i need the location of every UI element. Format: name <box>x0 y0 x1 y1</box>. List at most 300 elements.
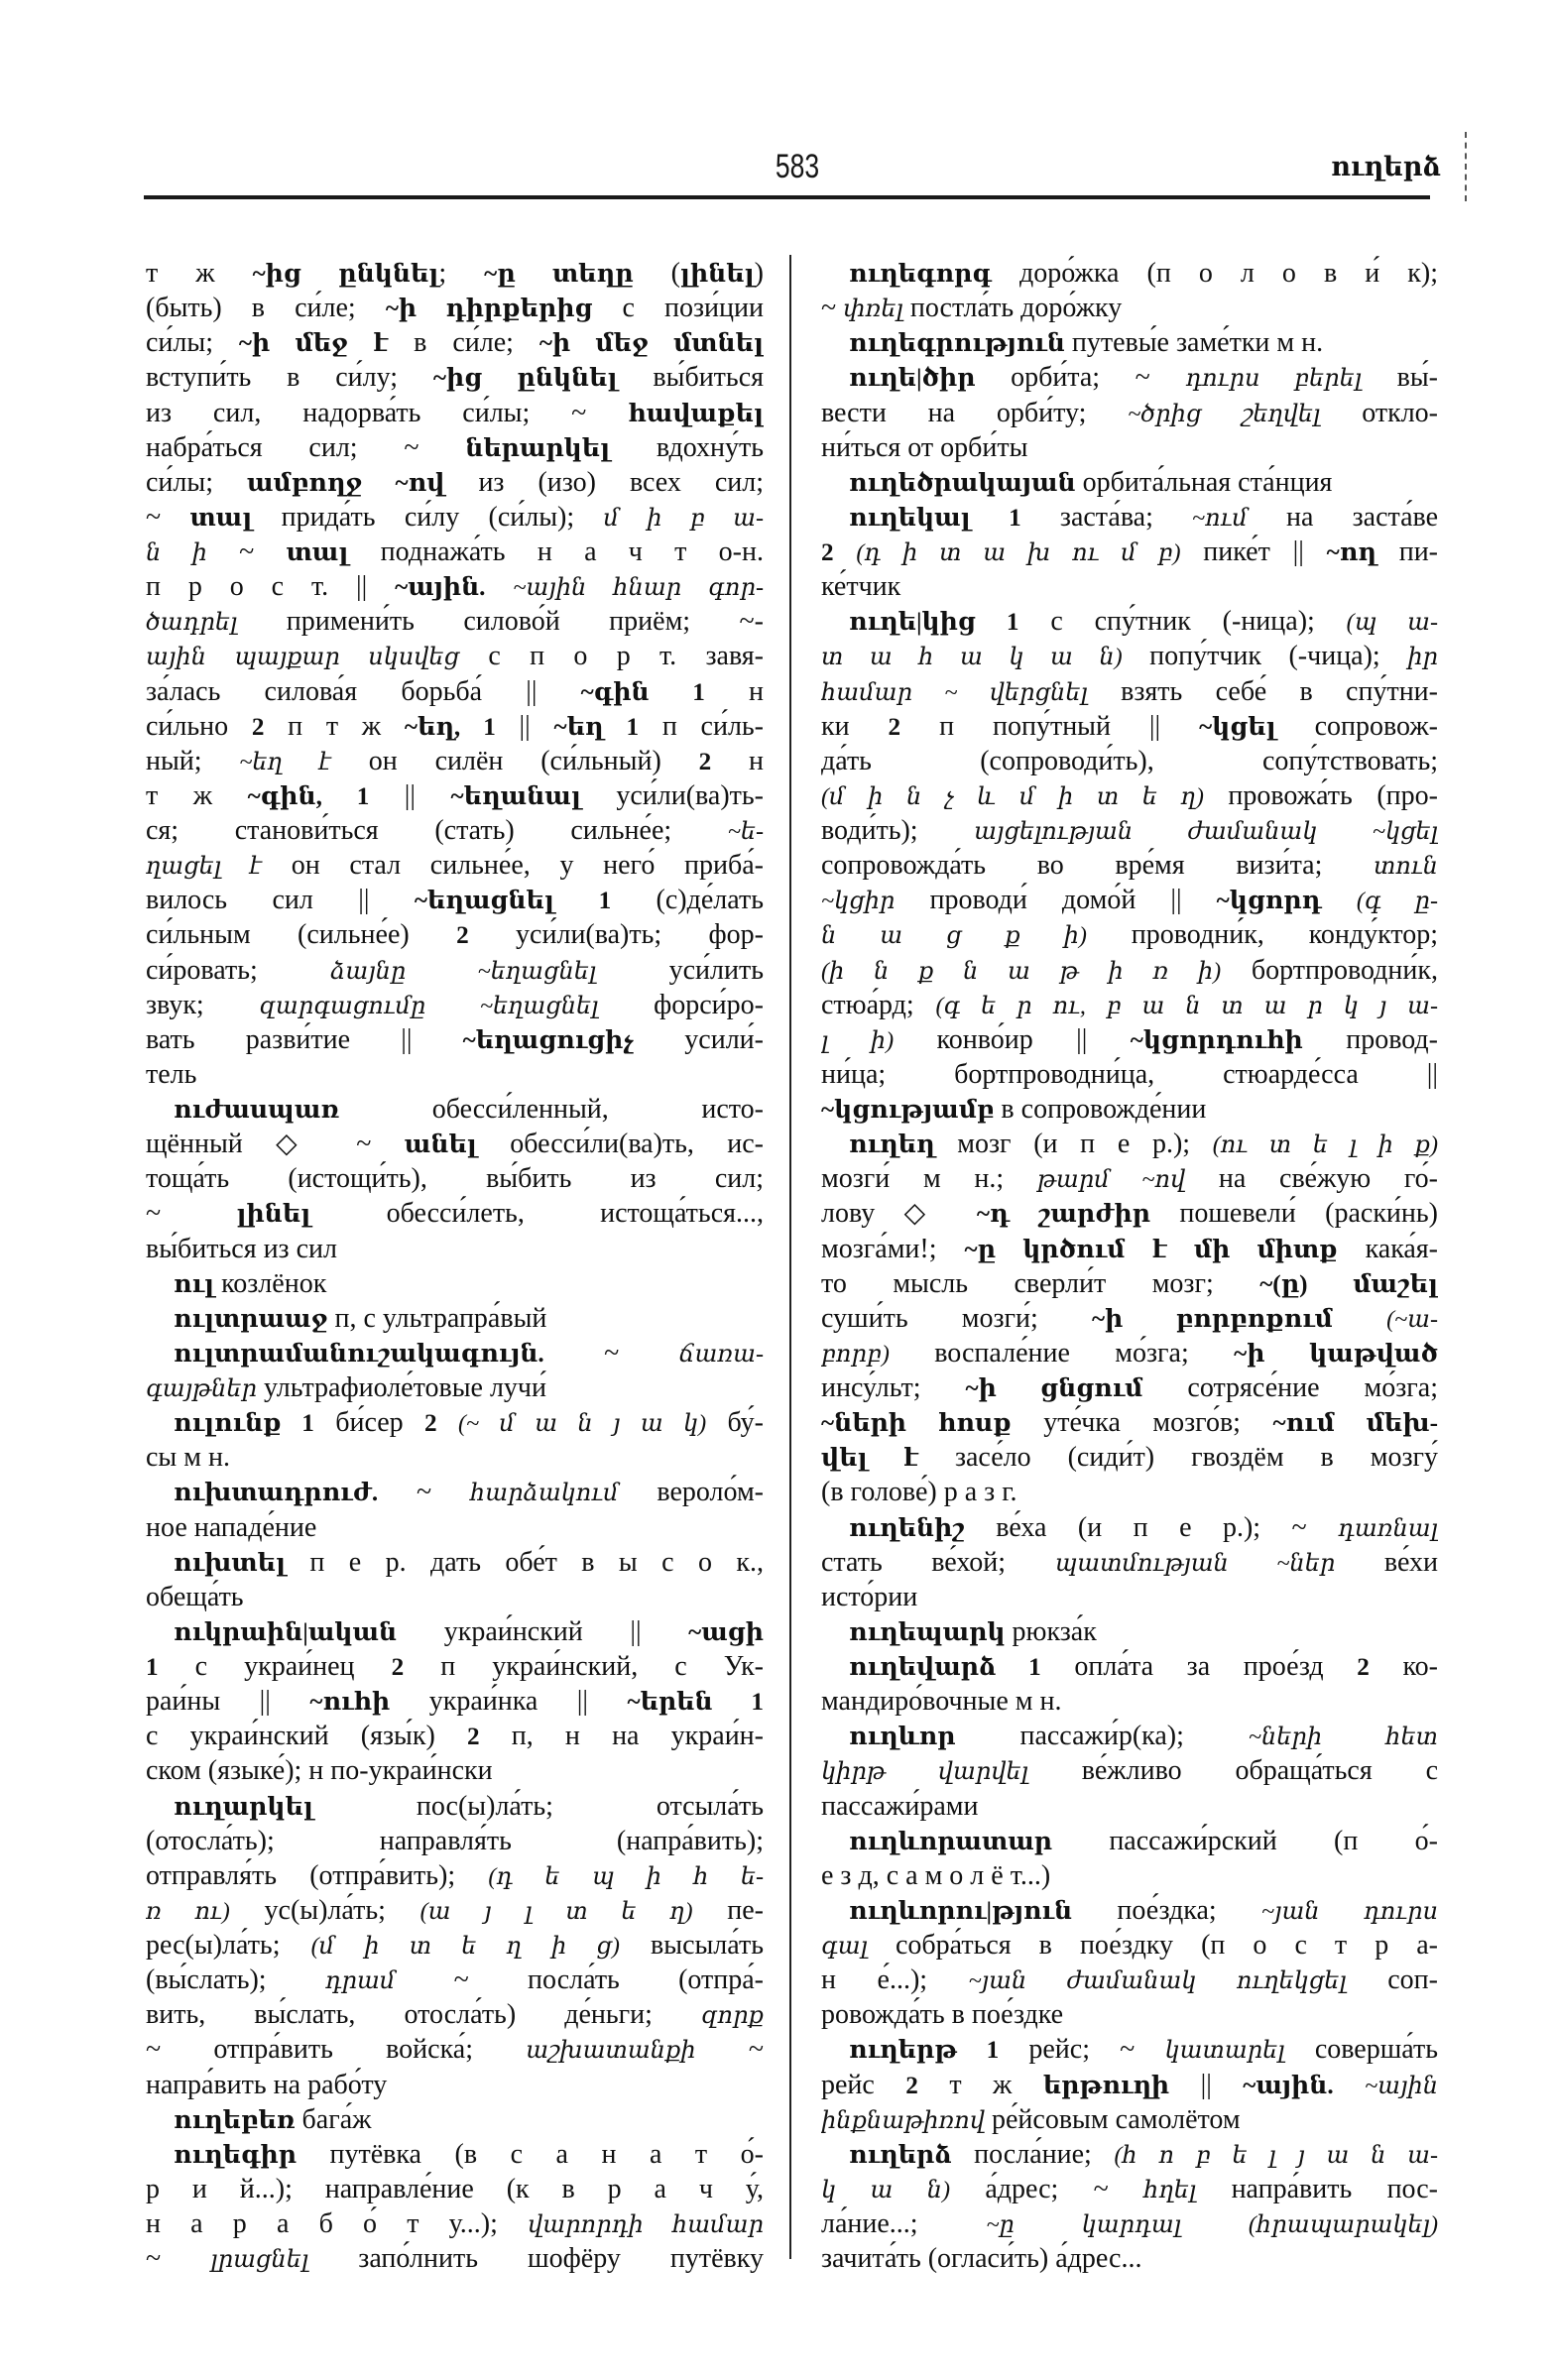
entry-line <box>821 1196 1438 1231</box>
translation-text: п е р. дать обе́т в ы с о к., <box>285 1546 764 1578</box>
bold-term: ~ի մեջ մտնել <box>538 330 764 358</box>
entry-line <box>821 430 1438 465</box>
italic-example: թարմ ~ով <box>1036 1167 1186 1194</box>
bold-term: լինել <box>679 261 755 288</box>
bold-term: 2 <box>888 713 901 741</box>
translation-text: прида́ть си́лу (си́лы); <box>252 501 604 533</box>
translation-text: примени́ть силово́й приём; ~- <box>237 606 764 638</box>
translation-text: то мысль сверли́т мозг; <box>821 1267 1260 1299</box>
translation-text: с спу́тник (-ница); <box>1018 606 1347 638</box>
translation-text: води́ть); <box>821 815 975 846</box>
headword: ուղե|ծիր <box>849 365 976 393</box>
headword: ուղեծրակայան <box>849 469 1076 497</box>
bold-term: ~ի բորբոքում <box>1091 1305 1333 1333</box>
entry-line <box>146 1893 764 1928</box>
translation-text: лову ◇ <box>821 1198 977 1230</box>
translation-text: ке́тчик <box>821 571 901 603</box>
translation-text: вести на орби́ту; <box>821 397 1129 428</box>
italic-example: հղել <box>1143 2177 1197 2203</box>
translation-text <box>1334 2070 1365 2100</box>
italic-example: ռ ու) <box>146 1898 230 1925</box>
translation-text: ~ <box>543 1337 679 1368</box>
dictionary-entry <box>146 2102 764 2137</box>
translation-text: опла́та за прое́зд <box>1040 1651 1358 1682</box>
entry-first-line <box>146 1336 764 1370</box>
italic-example: ~ային հնար գոր- <box>513 575 764 602</box>
entry-line <box>821 1370 1438 1405</box>
italic-example: ~յան դուրս <box>1261 1898 1438 1925</box>
translation-text: соверша́ть <box>1284 2034 1438 2066</box>
entry-first-line <box>821 1824 1438 1858</box>
translation-text: рейс; ~ <box>999 2034 1165 2066</box>
translation-text: да́ть (сопроводи́ть), сопу́тствовать; <box>821 745 1438 776</box>
bold-term: ~ի դիրքերից <box>385 296 593 323</box>
dictionary-entry <box>146 1266 764 1301</box>
entry-first-line <box>821 2137 1438 2172</box>
entry-line <box>146 848 764 883</box>
translation-text: зачита́ть (огласи́ть) а́дрес... <box>821 2243 1142 2275</box>
entry-line <box>821 674 1438 709</box>
dictionary-entry <box>146 1405 764 1475</box>
italic-example: ծադրել <box>146 610 238 637</box>
entry-line <box>146 1232 764 1266</box>
entry-first-line <box>146 2137 764 2172</box>
entry-line <box>821 1092 1438 1127</box>
entry-line <box>146 1022 764 1057</box>
entry-line <box>821 1405 1438 1440</box>
bold-term: ~ի ցնցում <box>965 1375 1143 1402</box>
translation-text: ное нападе́ние <box>146 1511 317 1543</box>
bold-term: տալ <box>286 539 349 566</box>
bold-term: վել է <box>821 1445 918 1473</box>
translation-text: пассажи́рами <box>821 1790 979 1822</box>
translation-text: уси́ли(ва)ть; фор- <box>468 919 764 951</box>
translation-text: ~ <box>378 1477 470 1508</box>
translation-text: собра́ться в пое́здку (п о с т р а- <box>867 1930 1438 1961</box>
bold-term: 2 <box>466 1724 480 1751</box>
entry-line <box>146 1963 764 1997</box>
entry-first-line <box>146 1545 764 1580</box>
dictionary-entry <box>821 2137 1438 2277</box>
headword: ուլունք 1 <box>174 1410 314 1438</box>
translation-text: т ж <box>917 2069 1043 2100</box>
translation-text: си́льным (сильне́е) <box>146 919 457 951</box>
entry-first-line <box>146 1092 764 1127</box>
page-number: 583 <box>775 148 820 185</box>
entry-line <box>821 744 1438 778</box>
translation-text: н <box>704 675 764 707</box>
italic-example: (հ ո բ ե լ յ ա ն ա- <box>1114 2142 1438 2169</box>
bold-term: 2 <box>821 539 834 566</box>
translation-text: с украи́нский (язы́к) <box>146 1721 467 1752</box>
headword: ուղեգրություն <box>849 330 1065 358</box>
translation-text: стать ве́хой; <box>821 1546 1055 1578</box>
bold-term: ~կցորդ <box>1216 888 1322 915</box>
italic-example: լ ի) <box>821 1027 895 1054</box>
translation-text: доро́жка (п о л о в и́ к); <box>991 258 1438 289</box>
bold-term: ~ների հոսք <box>821 1410 1012 1438</box>
dictionary-entry <box>821 604 1438 1127</box>
translation-text: за́лась силова́я борьба́ || <box>146 675 581 707</box>
dictionary-entry <box>821 1614 1438 1649</box>
bold-term: ~(ը) մաշել <box>1259 1270 1438 1298</box>
headword: ուլտրամանուշակագույն. <box>174 1340 544 1368</box>
entry-line <box>146 1510 764 1545</box>
entry-line <box>146 2206 764 2241</box>
translation-text: воспале́ние мо́зга; <box>889 1337 1235 1368</box>
translation-text: п р о с т. || <box>146 571 396 603</box>
translation-text: попу́тчик (-чица); <box>1122 641 1408 672</box>
translation-text: сотрясе́ние мо́зга; <box>1142 1372 1438 1403</box>
dictionary-entry <box>146 1614 764 1789</box>
running-head-guide-word: ուղերձ <box>1331 152 1441 181</box>
dictionary-entry <box>821 2032 1438 2136</box>
translation-text: уси́лить <box>596 954 764 986</box>
translation-text: в сопровожде́нии <box>994 1094 1207 1125</box>
dictionary-entry <box>821 1824 1438 1893</box>
headword: ուլտրաաջ <box>174 1305 328 1333</box>
translation-text: запо́лнить шофёру путёвку <box>308 2243 764 2275</box>
entry-line <box>146 1719 764 1753</box>
entry-line <box>821 2206 1438 2241</box>
entry-line <box>821 709 1438 744</box>
translation-text: ве́ха (и п е р.); ~ <box>964 1511 1339 1543</box>
italic-example: (~ մ ա ն յ ա կ) <box>457 1411 707 1438</box>
entry-line <box>146 883 764 917</box>
translation-text: ~ <box>146 1198 237 1230</box>
italic-example: դուրս բերել <box>1185 366 1363 393</box>
translation-text: напра́вить на рабо́ту <box>146 2069 388 2100</box>
entry-line <box>821 2102 1438 2137</box>
translation-text: н е́...); <box>821 1964 969 1996</box>
italic-example: ն ա ց ք ի) <box>821 923 1087 950</box>
bold-term: անել <box>404 1131 477 1159</box>
entry-line <box>146 813 764 848</box>
entry-line <box>146 500 764 535</box>
translation-text: н а р а б о́ т у...); <box>146 2208 529 2239</box>
translation-text: сы м н. <box>146 1442 230 1474</box>
translation-text: из (изо) всех сил; <box>444 466 764 498</box>
dictionary-entry <box>146 1545 764 1614</box>
entry-line <box>146 2032 764 2067</box>
translation-text: из сил, надорва́ть си́лы; ~ <box>146 397 629 428</box>
translation-text: вдохну́ть <box>610 431 764 463</box>
translation-text: пике́т || <box>1180 536 1327 567</box>
entry-first-line <box>821 1649 1438 1684</box>
translation-text <box>485 571 513 602</box>
entry-line <box>146 325 764 360</box>
italic-example: դառնալ <box>1338 1515 1438 1542</box>
entry-line <box>821 848 1438 883</box>
entry-line <box>146 535 764 569</box>
entry-line <box>146 1580 764 1614</box>
dictionary-entry <box>146 1301 764 1336</box>
translation-text <box>1322 885 1357 915</box>
translation-text: в си́ле; <box>388 327 539 359</box>
headword: ուղերթ 1 <box>849 2037 1000 2065</box>
entry-line <box>821 1232 1438 1266</box>
entry-line <box>821 1057 1438 1092</box>
entry-first-line <box>821 1510 1438 1545</box>
translation-text: бортпроводни́к, <box>1221 954 1438 986</box>
entry-line <box>821 988 1438 1022</box>
italic-example: ղացել է <box>146 854 263 881</box>
translation-text: раи́ны || <box>146 1686 310 1718</box>
translation-text: мозга́ми!; <box>821 1233 965 1264</box>
translation-text: ве́хи <box>1335 1546 1438 1578</box>
italic-example: տ ա հ ա կ ա ն) <box>821 645 1123 671</box>
translation-text: набра́ться сил; ~ <box>146 431 466 463</box>
translation-text: засе́ло (сиди́т) гвоздём в мозгу́ <box>917 1442 1438 1474</box>
entry-line <box>821 1475 1438 1509</box>
entry-line <box>146 2172 764 2206</box>
entry-line <box>821 1266 1438 1301</box>
translation-text: он стал сильне́е, у него́ приба́- <box>262 850 764 882</box>
dictionary-entry <box>146 1475 764 1544</box>
translation-text: сопровож- <box>1275 710 1438 742</box>
entry-line <box>146 1824 764 1858</box>
translation-text: си́ровать; <box>146 954 331 986</box>
translation-text: ки <box>821 710 889 742</box>
bold-term: ~ուհի <box>309 1689 391 1717</box>
bold-term: լինել <box>236 1201 311 1229</box>
entry-line <box>146 2241 764 2276</box>
translation-text: ( <box>633 258 680 289</box>
bold-term: ~կցել <box>1199 713 1276 741</box>
translation-text: украи́нский || <box>397 1615 689 1647</box>
bold-term: ~եղացնել 1 <box>414 888 612 915</box>
italic-example: կ ա ն) <box>821 2177 950 2203</box>
dictionary-entry <box>146 1092 764 1266</box>
italic-example: բորբ) <box>821 1341 890 1368</box>
translation-text: конво́ир || <box>894 1023 1131 1055</box>
headword: ուկրաին|ական <box>174 1618 398 1646</box>
translation-text: ультрафиоле́товые лучи́ <box>257 1372 546 1403</box>
entry-line <box>821 1963 1438 1997</box>
dictionary-entry <box>821 1510 1438 1614</box>
translation-text: р и й...); направле́ние (к в р а ч у́, <box>146 2173 764 2204</box>
entry-line <box>146 953 764 988</box>
translation-text: ~ <box>206 536 287 567</box>
entry-first-line <box>821 256 1438 291</box>
entry-first-line <box>821 1893 1438 1928</box>
italic-example: զարգացումը ~եղացնել <box>259 993 599 1019</box>
translation-text: пассажи́р(ка); <box>955 1721 1249 1752</box>
italic-example: կատարել <box>1164 2038 1285 2065</box>
translation-text: проводи́ домо́й || <box>895 885 1217 916</box>
italic-example: մ ի բ ա- <box>603 505 764 532</box>
italic-example: ~ների հետ <box>1248 1725 1438 1751</box>
translation-text: ~ <box>821 293 844 324</box>
bold-term: ներարկել <box>465 434 611 462</box>
entry-line <box>146 778 764 813</box>
entry-line <box>821 1684 1438 1719</box>
italic-example: այցելության ժամանակ ~կցել <box>974 819 1438 845</box>
translation-text: п, с ультрапра́вый <box>327 1302 547 1334</box>
column-divider <box>789 255 791 2259</box>
translation-text: отправля́ть (отпра́вить); <box>146 1859 489 1891</box>
translation-text: си́лы; <box>146 327 239 359</box>
translation-text: ре́йсовым самолётом <box>985 2103 1241 2135</box>
entry-first-line <box>821 2032 1438 2067</box>
dictionary-entry <box>821 1127 1438 1509</box>
translation-text: ~ посла́ть (отпра́- <box>395 1964 764 1996</box>
entry-line <box>146 1753 764 1788</box>
bold-term: ~ից ընկնել <box>432 365 618 393</box>
translation-text: вы́биться <box>617 362 764 394</box>
translation-text: орби́та; ~ <box>975 362 1186 394</box>
bold-term: ~եղանալ <box>450 782 581 810</box>
bold-term: 2 <box>905 2072 918 2099</box>
entry-line <box>821 1545 1438 1580</box>
entry-line <box>821 1858 1438 1893</box>
dictionary-entry <box>821 256 1438 325</box>
translation-text: на све́жую го́- <box>1185 1163 1438 1195</box>
italic-example: (մ ի տ ե ղ ի ց) <box>310 1934 620 1960</box>
entry-first-line <box>821 360 1438 395</box>
italic-example: (պ ա- <box>1346 610 1438 637</box>
left-column <box>146 256 764 2276</box>
entry-line <box>821 953 1438 988</box>
entry-line <box>146 674 764 709</box>
right-column <box>821 256 1438 2276</box>
translation-text: украи́нка || <box>390 1686 628 1718</box>
bold-term: ~ացի <box>688 1618 764 1646</box>
bold-term: ~երեն 1 <box>627 1689 764 1717</box>
dictionary-entry <box>821 1649 1438 1719</box>
translation-text: взять себе́ в спу́тни- <box>1087 675 1438 707</box>
bold-term: ~ային. <box>1243 2072 1334 2099</box>
italic-example: տուն <box>1374 854 1438 881</box>
bold-term: ~կցությամբ <box>821 1097 995 1124</box>
dictionary-entry <box>821 1893 1438 2033</box>
translation-text: вступи́ть в си́лу; <box>146 362 433 394</box>
translation-text: мандиро́вочные м н. <box>821 1686 1062 1718</box>
translation-text: (с)де́лать <box>611 885 764 916</box>
bold-term: 2 <box>424 1410 437 1438</box>
translation-text: кака́я- <box>1337 1233 1438 1264</box>
translation-text: пассажи́рский (п о́- <box>1051 1825 1438 1856</box>
italic-example: ~ային <box>1365 2073 1438 2099</box>
entry-first-line <box>821 1614 1438 1649</box>
entry-line <box>821 1336 1438 1370</box>
translation-text: н <box>711 745 764 776</box>
translation-text: ~ отпра́вить войска́; <box>146 2034 527 2066</box>
entry-first-line <box>146 1301 764 1336</box>
headword: ուղեգիր <box>174 2141 297 2169</box>
translation-text: путёвка (в с а н а т о́- <box>296 2138 764 2170</box>
translation-text <box>1333 1303 1386 1334</box>
bold-term: տալ <box>189 504 253 532</box>
entry-first-line <box>821 1719 1438 1753</box>
headword: ուժասպառ <box>174 1097 340 1124</box>
entry-line <box>146 639 764 673</box>
translation-text: обеща́ть <box>146 1581 244 1612</box>
translation-text: посла́ние; <box>951 2138 1115 2170</box>
translation-text: форси́ро- <box>598 989 764 1020</box>
bold-term: երթուղի <box>1042 2072 1170 2099</box>
entry-first-line <box>146 2102 764 2137</box>
translation-text: || <box>495 710 554 742</box>
translation-text: п украи́нский, с Ук- <box>404 1651 764 1682</box>
translation-text: си́льно <box>146 710 252 742</box>
italic-example: իր <box>1407 645 1438 671</box>
bold-term: ~ի կաթված <box>1234 1340 1438 1368</box>
entry-line <box>146 396 764 430</box>
entry-line <box>146 1196 764 1231</box>
dictionary-entry <box>821 500 1438 604</box>
bold-term: 1 <box>146 1654 159 1681</box>
dictionary-entry <box>821 465 1438 500</box>
translation-text: высыла́ть <box>619 1930 764 1961</box>
italic-example: ~ծրից շեղվել <box>1128 401 1321 427</box>
entry-line <box>146 1649 764 1684</box>
italic-example: ~յան ժամանակ ուղեկցել <box>968 1968 1347 1995</box>
scan-edge-mark <box>1465 132 1467 201</box>
translation-text: вилось сил || <box>146 885 415 916</box>
translation-text: поднажа́ть н а ч т о-н. <box>348 536 764 567</box>
italic-example: ինքնաթիռով <box>821 2107 985 2134</box>
entry-first-line <box>821 325 1438 360</box>
headword: ուխտել <box>174 1549 286 1577</box>
translation-text: тель <box>146 1058 197 1090</box>
italic-example: (ու տ ե լ ի ք) <box>1212 1132 1438 1159</box>
translation-text: соп- <box>1346 1964 1438 1996</box>
translation-text: ; <box>438 258 485 289</box>
entry-line <box>146 917 764 952</box>
translation-text: ском (языке́); н по-украи́нски <box>146 1755 493 1787</box>
translation-text: щённый ◇ ~ <box>146 1129 405 1160</box>
translation-text: инсу́льт; <box>821 1372 966 1403</box>
translation-text: ~ <box>146 2243 211 2275</box>
translation-text: ) <box>754 258 764 289</box>
translation-text: провожа́ть (про- <box>1203 779 1438 811</box>
italic-example: ային պայքար սկսվեց <box>146 645 460 671</box>
entry-line <box>821 2172 1438 2206</box>
bold-term: ~կցորդուհի <box>1130 1026 1303 1054</box>
entry-line <box>146 1057 764 1092</box>
bold-term: 2 <box>251 713 265 741</box>
translation-text: откло- <box>1320 397 1438 428</box>
translation-text: тоща́ть (истощи́ть), вы́бить из сил; <box>146 1163 764 1195</box>
headword: ուղերձ <box>849 2141 952 2169</box>
translation-text <box>834 536 857 567</box>
italic-example: հարձակում <box>470 1481 619 1507</box>
entry-first-line <box>821 1127 1438 1161</box>
translation-text: ни́ться от орби́ты <box>821 431 1028 463</box>
translation-text: т ж <box>146 779 248 811</box>
entry-line <box>146 1127 764 1161</box>
translation-text: суши́ть мозги́; <box>821 1302 1092 1334</box>
italic-example: ~կցիր <box>821 889 896 915</box>
entry-line <box>821 2068 1438 2102</box>
translation-text: || <box>1169 2069 1244 2100</box>
translation-text: рейс <box>821 2069 906 2100</box>
translation-text: п, н на украи́н- <box>479 1721 764 1752</box>
translation-text: обесси́леть, истоща́ться..., <box>310 1198 764 1230</box>
translation-text: п си́ль- <box>639 710 764 742</box>
italic-example: աշխատանքի <box>526 2038 696 2065</box>
italic-example: (դ ի տ ա խ ու մ բ) <box>856 540 1181 566</box>
translation-text: звук; <box>146 989 260 1020</box>
translation-text: постла́ть доро́жку <box>902 293 1123 324</box>
entry-line <box>146 465 764 500</box>
bold-term: ~ող <box>1326 539 1376 566</box>
entry-first-line <box>146 1405 764 1440</box>
entry-line <box>146 709 764 744</box>
italic-example: ճառա- <box>678 1341 764 1368</box>
italic-example: ~ը կարդալ (հրապարակել) <box>986 2212 1438 2238</box>
